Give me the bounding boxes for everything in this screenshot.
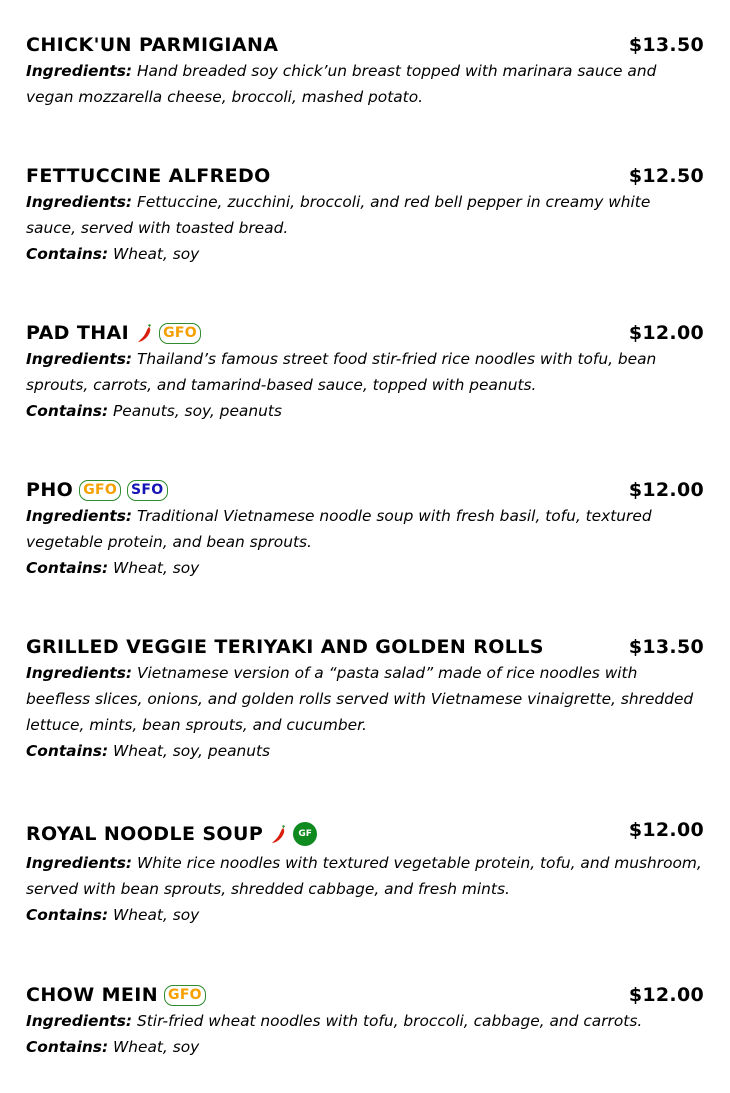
- gf-badge: GF: [293, 822, 317, 846]
- menu-item-royal-noodle-soup: [26, 818, 704, 928]
- item-name: GRILLED VEGGIE TERIYAKI AND GOLDEN ROLLS: [26, 636, 544, 658]
- item-price: $12.00: [628, 479, 704, 501]
- item-name: FETTUCCINE ALFREDO: [26, 165, 271, 187]
- ingredients-label: Ingredients:: [26, 193, 133, 211]
- gfo-badge: GFO: [79, 480, 121, 501]
- item-price: $12.00: [628, 322, 704, 344]
- contains-value: Wheat, soy: [108, 906, 200, 924]
- contains-text: [26, 1034, 704, 1060]
- ingredients-text: [26, 1008, 704, 1034]
- contains-value: Wheat, soy, peanuts: [108, 742, 271, 760]
- contains-label: Contains:: [26, 559, 109, 577]
- contains-label: Contains:: [26, 402, 109, 420]
- contains-value: Wheat, soy: [108, 245, 200, 263]
- contains-text: [26, 398, 704, 424]
- ingredients-label: Ingredients:: [26, 854, 133, 872]
- item-price: $12.00: [628, 819, 704, 841]
- ingredients-value: Thailand’s famous street food stir-fried rice noodles with tofu, bean sprouts, carrots, and tamarind-based sauce, topped with peanuts.: [26, 350, 657, 394]
- item-name: ROYAL NOODLE SOUP: [26, 823, 264, 845]
- contains-value: Wheat, soy: [108, 1038, 200, 1056]
- ingredients-label: Ingredients:: [26, 1012, 133, 1030]
- item-price: $13.50: [628, 636, 704, 658]
- ingredients-label: Ingredients:: [26, 507, 133, 525]
- ingredients-value: Traditional Vietnamese noodle soup with fresh basil, tofu, textured vegetable protein, and bean sprouts.: [26, 507, 652, 551]
- ingredients-value: Vietnamese version of a “pasta salad” made of rice noodles with beefless slices, onions, and golden rolls served with Vietnamese vinaigrette, shredded lettuce, mints, bean sprouts, and cucumber.: [26, 664, 694, 734]
- gfo-badge: GFO: [159, 323, 201, 344]
- ingredients-text: [26, 850, 704, 902]
- menu-item-chow-mein: [26, 982, 704, 1060]
- item-name: CHOW MEIN: [26, 984, 159, 1006]
- contains-text: [26, 241, 704, 267]
- ingredients-value: Stir-fried wheat noodles with tofu, broccoli, cabbage, and carrots.: [132, 1012, 643, 1030]
- item-name: PHO: [26, 479, 74, 501]
- ingredients-label: Ingredients:: [26, 664, 133, 682]
- chili-pepper-icon: [137, 323, 153, 343]
- menu-item-pho: [26, 477, 704, 581]
- item-name: PAD THAI: [26, 322, 130, 344]
- ingredients-label: Ingredients:: [26, 350, 133, 368]
- contains-value: Wheat, soy: [108, 559, 200, 577]
- contains-text: [26, 738, 704, 764]
- ingredients-text: [26, 660, 704, 738]
- contains-text: [26, 555, 704, 581]
- ingredients-label: Ingredients:: [26, 62, 133, 80]
- item-price: $13.50: [628, 34, 704, 56]
- sfo-badge: SFO: [127, 480, 167, 501]
- menu-item-chickun-parmigiana: [26, 32, 704, 110]
- contains-label: Contains:: [26, 742, 109, 760]
- gfo-badge: GFO: [164, 985, 206, 1006]
- contains-text: [26, 902, 704, 928]
- ingredients-text: [26, 58, 704, 110]
- ingredients-value: White rice noodles with textured vegetable protein, tofu, and mushroom, served with bean sprouts, shredded cabbage, and fresh mints.: [26, 854, 702, 898]
- chili-pepper-icon: [271, 824, 287, 844]
- contains-value: Peanuts, soy, peanuts: [108, 402, 282, 420]
- contains-label: Contains:: [26, 245, 109, 263]
- ingredients-text: [26, 503, 704, 555]
- menu-item-pad-thai: [26, 320, 704, 424]
- contains-label: Contains:: [26, 906, 109, 924]
- item-price: $12.00: [628, 984, 704, 1006]
- item-price: $12.50: [628, 165, 704, 187]
- item-name: CHICK'UN PARMIGIANA: [26, 34, 279, 56]
- ingredients-value: Hand breaded soy chick’un breast topped with marinara sauce and vegan mozzarella cheese, broccoli, mashed potato.: [26, 62, 657, 106]
- ingredients-text: [26, 189, 704, 241]
- ingredients-value: Fettuccine, zucchini, broccoli, and red bell pepper in creamy white sauce, served with toasted bread.: [26, 193, 651, 237]
- menu-item-grilled-veggie-teriyaki: [26, 634, 704, 764]
- contains-label: Contains:: [26, 1038, 109, 1056]
- menu-item-fettuccine-alfredo: [26, 163, 704, 267]
- ingredients-text: [26, 346, 704, 398]
